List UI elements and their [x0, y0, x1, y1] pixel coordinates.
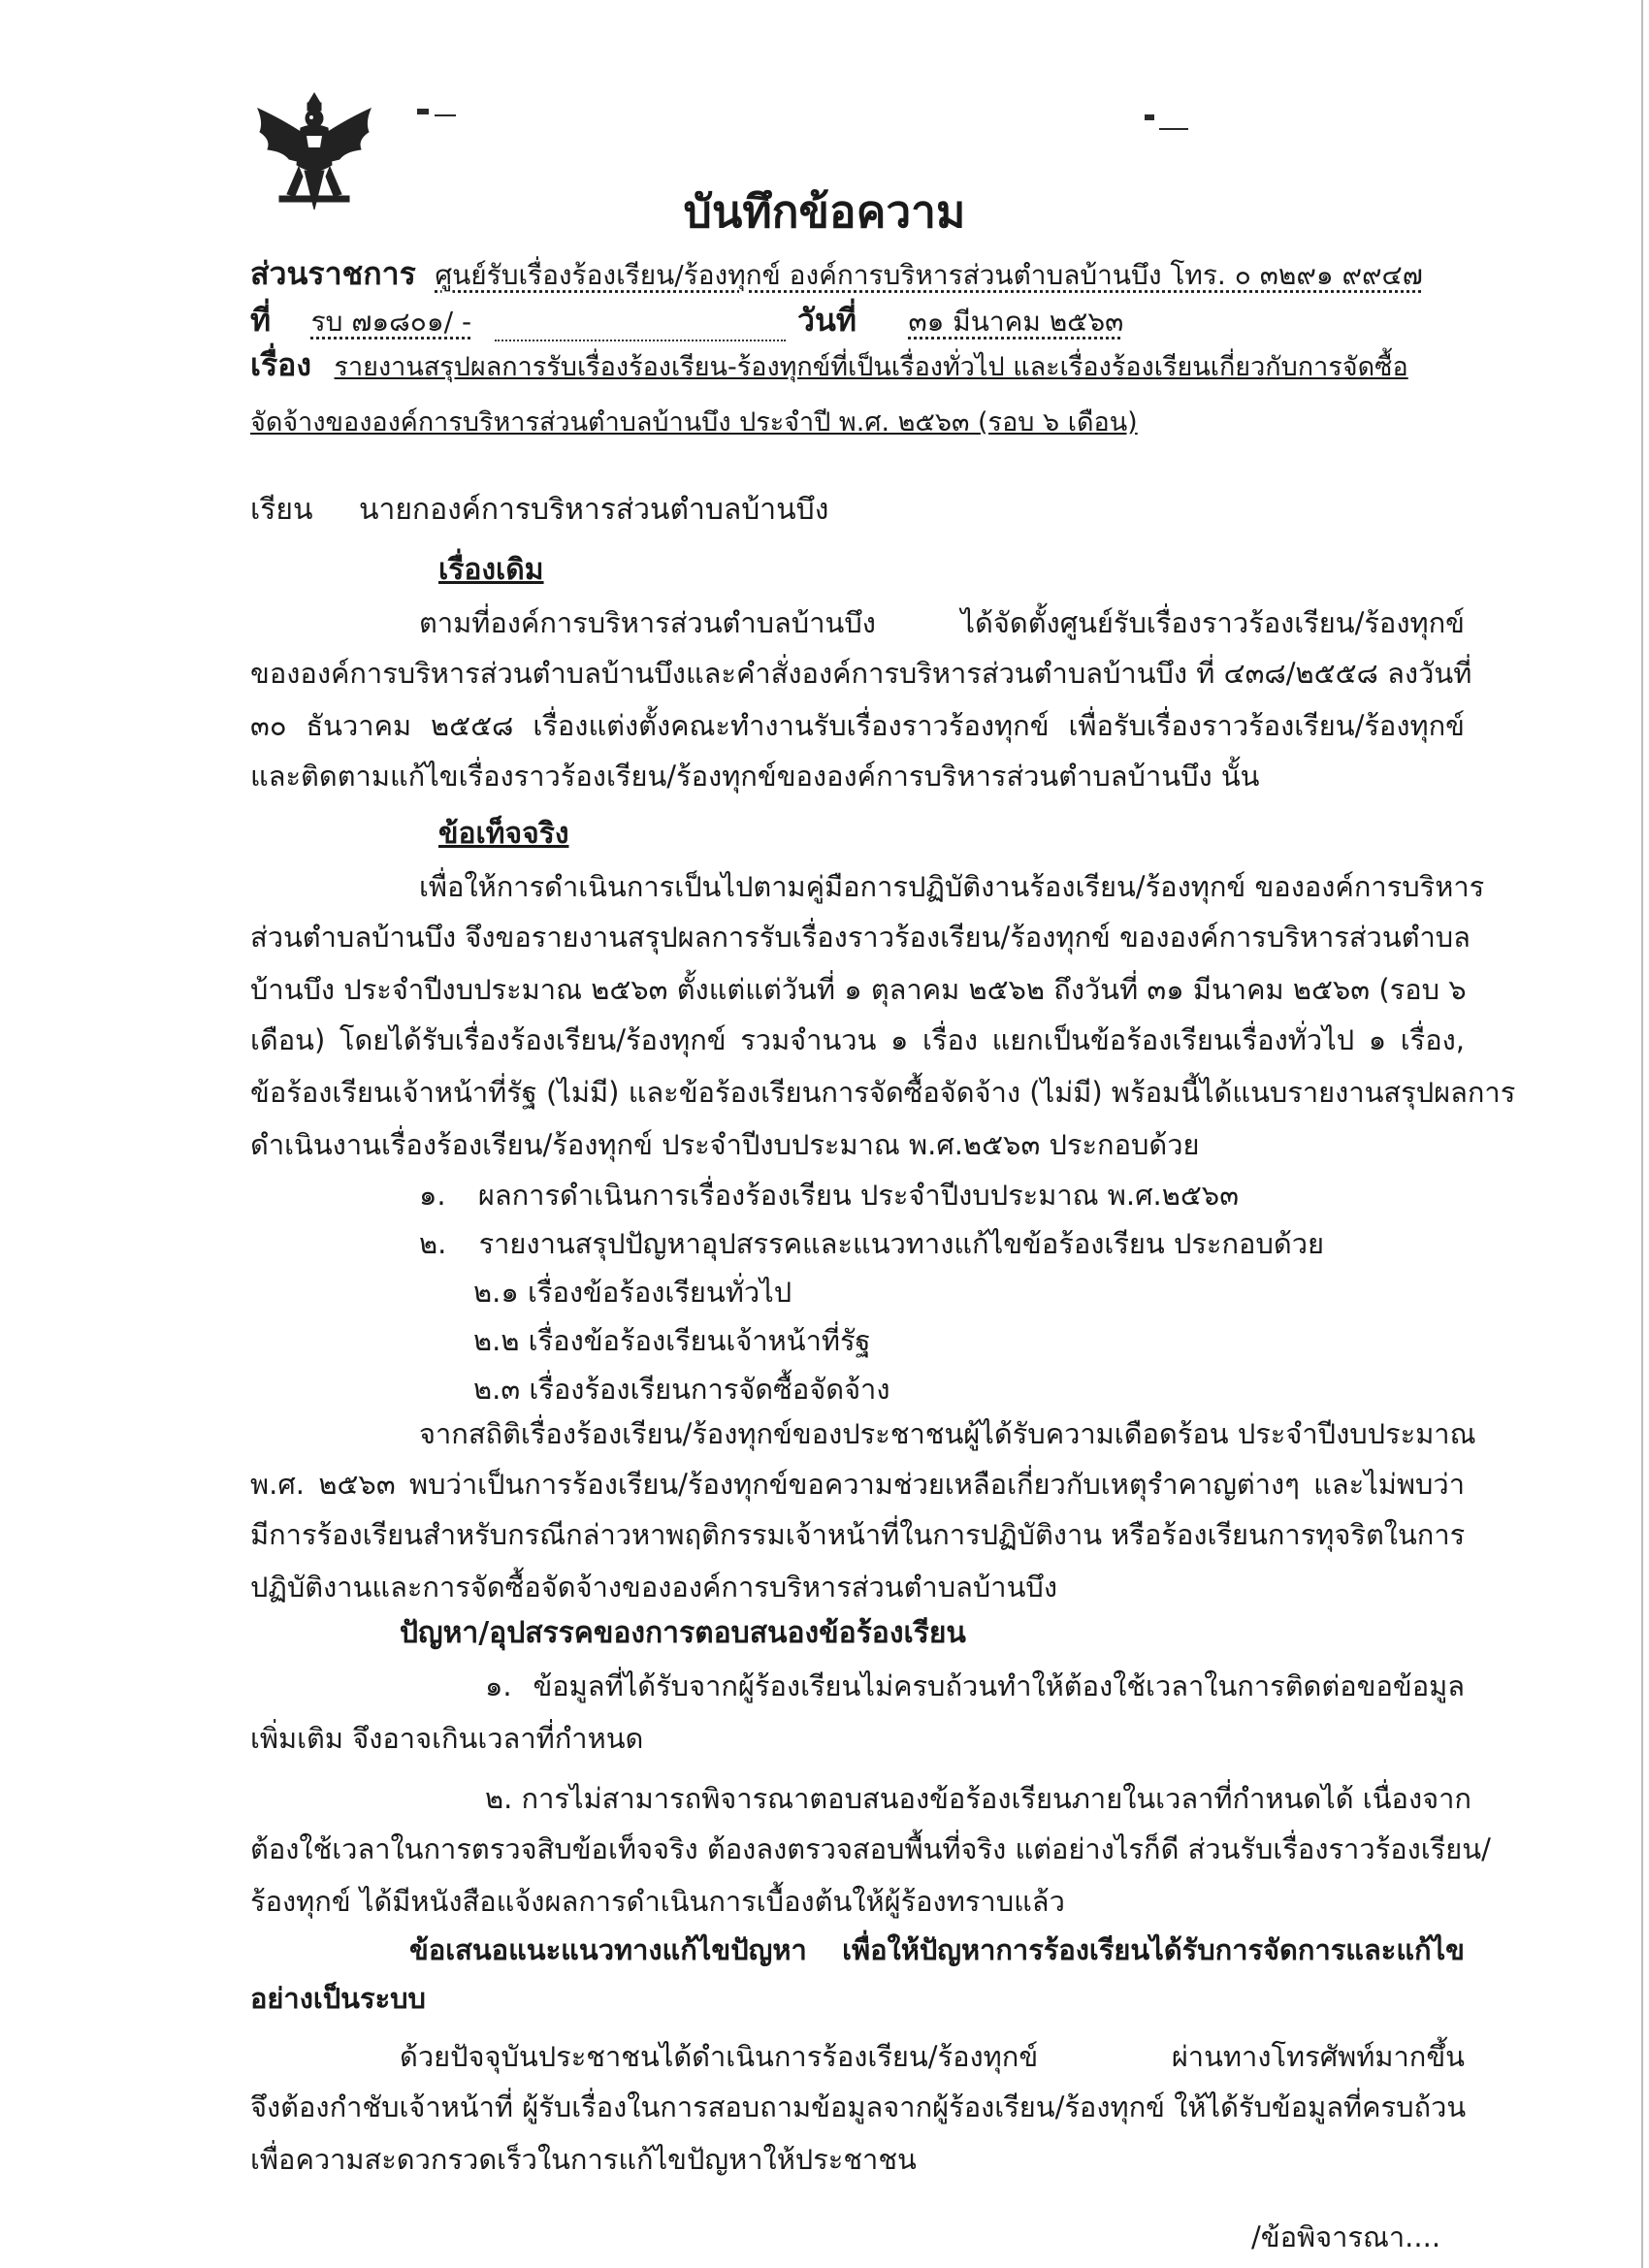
- ref-blank: [495, 310, 786, 341]
- subject-row: [250, 345, 1408, 387]
- facts-line: เพื่อให้การดำเนินการเป็นไปตามคู่มือการปฏิบัติงานร้องเรียน/ร้องทุกข์ ขององค์การบริหาร: [419, 870, 1485, 903]
- ref-value: รบ ๗๑๘๐๑/ -: [310, 306, 472, 338]
- date-value: ๓๑ มีนาคม ๒๕๖๓: [908, 306, 1124, 338]
- problem-line: เพิ่มเติม จึงอาจเกินเวลาที่กำหนด: [250, 1722, 644, 1755]
- background-heading: เรื่องเดิม: [438, 553, 544, 587]
- facts-heading: ข้อเท็จจริง: [438, 817, 569, 851]
- stats-line: ปฏิบัติงานและการจัดซื้อจัดจ้างขององค์การบริหารส่วนตำบลบ้านบึง: [250, 1571, 1057, 1604]
- agency-row: [250, 254, 1423, 295]
- scan-speck: [417, 109, 429, 114]
- list-item-text: รายงานสรุปปัญหาอุปสรรคและแนวทางแก้ไขข้อร้องเรียน ประกอบด้วย: [478, 1227, 1324, 1260]
- facts-line: ส่วนตำบลบ้านบึง จึงขอรายงานสรุปผลการรับเรื่องราวร้องเรียน/ร้องทุกข์ ขององค์การบริหารส่วนตำบล: [250, 921, 1471, 954]
- date-row: [797, 301, 1123, 341]
- facts-line: บ้านบึง ประจำปีงบประมาณ ๒๕๖๓ ตั้งแต่แต่วันที่ ๑ ตุลาคม ๒๕๖๒ ถึงวันที่ ๓๑ มีนาคม ๒๕๖๓ (รอบ ๖: [250, 973, 1467, 1006]
- problem-line: ร้องทุกข์ ได้มีหนังสือแจ้งผลการดำเนินการเบื้องต้นให้ผู้ร้องทราบแล้ว: [250, 1885, 1065, 1918]
- subject-line-1: รายงานสรุปผลการรับเรื่องร้องเรียน-ร้องทุกข์ที่เป็นเรื่องทั่วไป และเรื่องร้องเรียนเกี่ยวกับการจัดซื้อ: [334, 352, 1408, 382]
- suggest-line: จึงต้องกำชับเจ้าหน้าที่ ผู้รับเรื่องในการสอบถามข้อมูลจากผู้ร้องเรียน/ร้องทุกข์ ให้ได้รับข้อมูลที่ครบถ้วน: [250, 2090, 1467, 2123]
- sublist-item: ๒.๓ เรื่องร้องเรียนการจัดซื้อจัดจ้าง: [473, 1373, 890, 1406]
- scan-speck: [1145, 114, 1154, 120]
- problem-line: ๑. ข้อมูลที่ได้รับจากผู้ร้องเรียนไม่ครบถ้วนทำให้ต้องใช้เวลาในการติดต่อขอข้อมูล: [485, 1669, 1465, 1702]
- list-item-number: ๑.: [419, 1179, 446, 1212]
- facts-line: ดำเนินงานเรื่องร้องเรียน/ร้องทุกข์ ประจำปีงบประมาณ พ.ศ.๒๕๖๓ ประกอบด้วย: [250, 1128, 1200, 1161]
- scan-speck: [1159, 128, 1188, 130]
- list-item: [419, 1224, 1324, 1263]
- suggest-heading: ข้อเสนอแนะแนวทางแก้ไขปัญหา เพื่อให้ปัญหาการร้องเรียนได้รับการจัดการและแก้ไข: [409, 1933, 1465, 1966]
- ref-row: [250, 301, 471, 341]
- list-item-text: ผลการดำเนินการเรื่องร้องเรียน ประจำปีงบประมาณ พ.ศ.๒๕๖๓: [477, 1179, 1240, 1212]
- problem-line: ๒. การไม่สามารถพิจารณาตอบสนองข้อร้องเรียนภายในเวลาที่กำหนดได้ เนื่องจาก: [485, 1782, 1471, 1815]
- facts-line: เดือน) โดยได้รับเรื่องร้องเรียน/ร้องทุกข์ รวมจำนวน ๑ เรื่อง แยกเป็นข้อร้องเรียนเรื่องทั่วไป ๑ เรื่อง,: [250, 1023, 1465, 1056]
- facts-line: ข้อร้องเรียนเจ้าหน้าที่รัฐ (ไม่มี) และข้อร้องเรียนการจัดซื้อจัดจ้าง (ไม่มี) พร้อมนี้ได้แนบรายงานสรุปผลการ: [250, 1076, 1516, 1109]
- scan-edge: [1641, 0, 1643, 2268]
- date-label: วันที่: [797, 302, 857, 339]
- scan-speck: [435, 114, 456, 116]
- subject-label: เรื่อง: [250, 346, 311, 383]
- subject-line-2: จัดจ้างขององค์การบริหารส่วนตำบลบ้านบึง ประจำปี พ.ศ. ๒๕๖๓ (รอบ ๖ เดือน): [250, 407, 1138, 437]
- to-label: เรียน: [250, 493, 313, 527]
- suggest-line: ด้วยปัจจุบันประชาชนได้ดำเนินการร้องเรียน/ร้องทุกข์ ผ่านทางโทรศัพท์มากขึ้น: [400, 2040, 1465, 2073]
- background-line: ขององค์การบริหารส่วนตำบลบ้านบึงและคำสั่งองค์การบริหารส่วนตำบลบ้านบึง ที่ ๔๓๘/๒๕๕๘ ลงวันที่: [250, 657, 1472, 690]
- background-line: ๓๐ ธันวาคม ๒๕๕๘ เรื่องแต่งตั้งคณะทำงานรับเรื่องราวร้องทุกข์ เพื่อรับเรื่องราวร้องเรียน/ร้องทุกข์: [250, 709, 1465, 742]
- stats-line: พ.ศ. ๒๕๖๓ พบว่าเป็นการร้องเรียน/ร้องทุกข์ขอความช่วยเหลือเกี่ยวกับเหตุรำคาญต่างๆ และไม่พบว่า: [250, 1468, 1465, 1501]
- to-value: นายกองค์การบริหารส่วนตำบลบ้านบึง: [359, 493, 829, 527]
- continued-note: /ข้อพิจารณา....: [1251, 2220, 1441, 2253]
- list-item-number: ๒.: [419, 1227, 447, 1260]
- background-line: และติดตามแก้ไขเรื่องราวร้องเรียน/ร้องทุกข์ขององค์การบริหารส่วนตำบลบ้านบึง นั้น: [250, 760, 1260, 793]
- stats-line: จากสถิติเรื่องร้องเรียน/ร้องทุกข์ของประชาชนผู้ได้รับความเดือดร้อน ประจำปีงบประมาณ: [419, 1417, 1476, 1450]
- problems-heading: ปัญหา/อุปสรรคของการตอบสนองข้อร้องเรียน: [400, 1616, 966, 1650]
- problem-line: ต้องใช้เวลาในการตรวจสิบข้อเท็จจริง ต้องลงตรวจสอบพื้นที่จริง แต่อย่างไรก็ดี ส่วนรับเรื่องราวร้องเรียน/: [250, 1832, 1491, 1865]
- suggest-heading: อย่างเป็นระบบ: [250, 1982, 426, 2015]
- agency-label: ส่วนราชการ: [250, 255, 416, 292]
- agency-value: ศูนย์รับเรื่องร้องเรียน/ร้องทุกข์ องค์การบริหารส่วนตำบลบ้านบึง โทร. ๐ ๓๒๙๑ ๙๙๔๗: [435, 259, 1423, 291]
- background-line: ตามที่องค์การบริหารส่วนตำบลบ้านบึง ได้จัดตั้งศูนย์รับเรื่องราวร้องเรียน/ร้องทุกข์: [419, 606, 1465, 639]
- sublist-item: ๒.๒ เรื่องข้อร้องเรียนเจ้าหน้าที่รัฐ: [473, 1324, 871, 1357]
- memo-title: บันทึกข้อความ: [683, 185, 966, 238]
- suggest-line: เพื่อความสะดวกรวดเร็วในการแก้ไขปัญหาให้ประชาชน: [250, 2143, 917, 2176]
- ref-label: ที่: [250, 302, 272, 339]
- sublist-item: ๒.๑ เรื่องข้อร้องเรียนทั่วไป: [473, 1276, 792, 1309]
- stats-line: มีการร้องเรียนสำหรับกรณีกล่าวหาพฤติกรรมเจ้าหน้าที่ในการปฏิบัติงาน หรือร้องเรียนการทุจริตในการ: [250, 1518, 1466, 1551]
- list-item: [419, 1176, 1239, 1215]
- to-row: [250, 491, 828, 530]
